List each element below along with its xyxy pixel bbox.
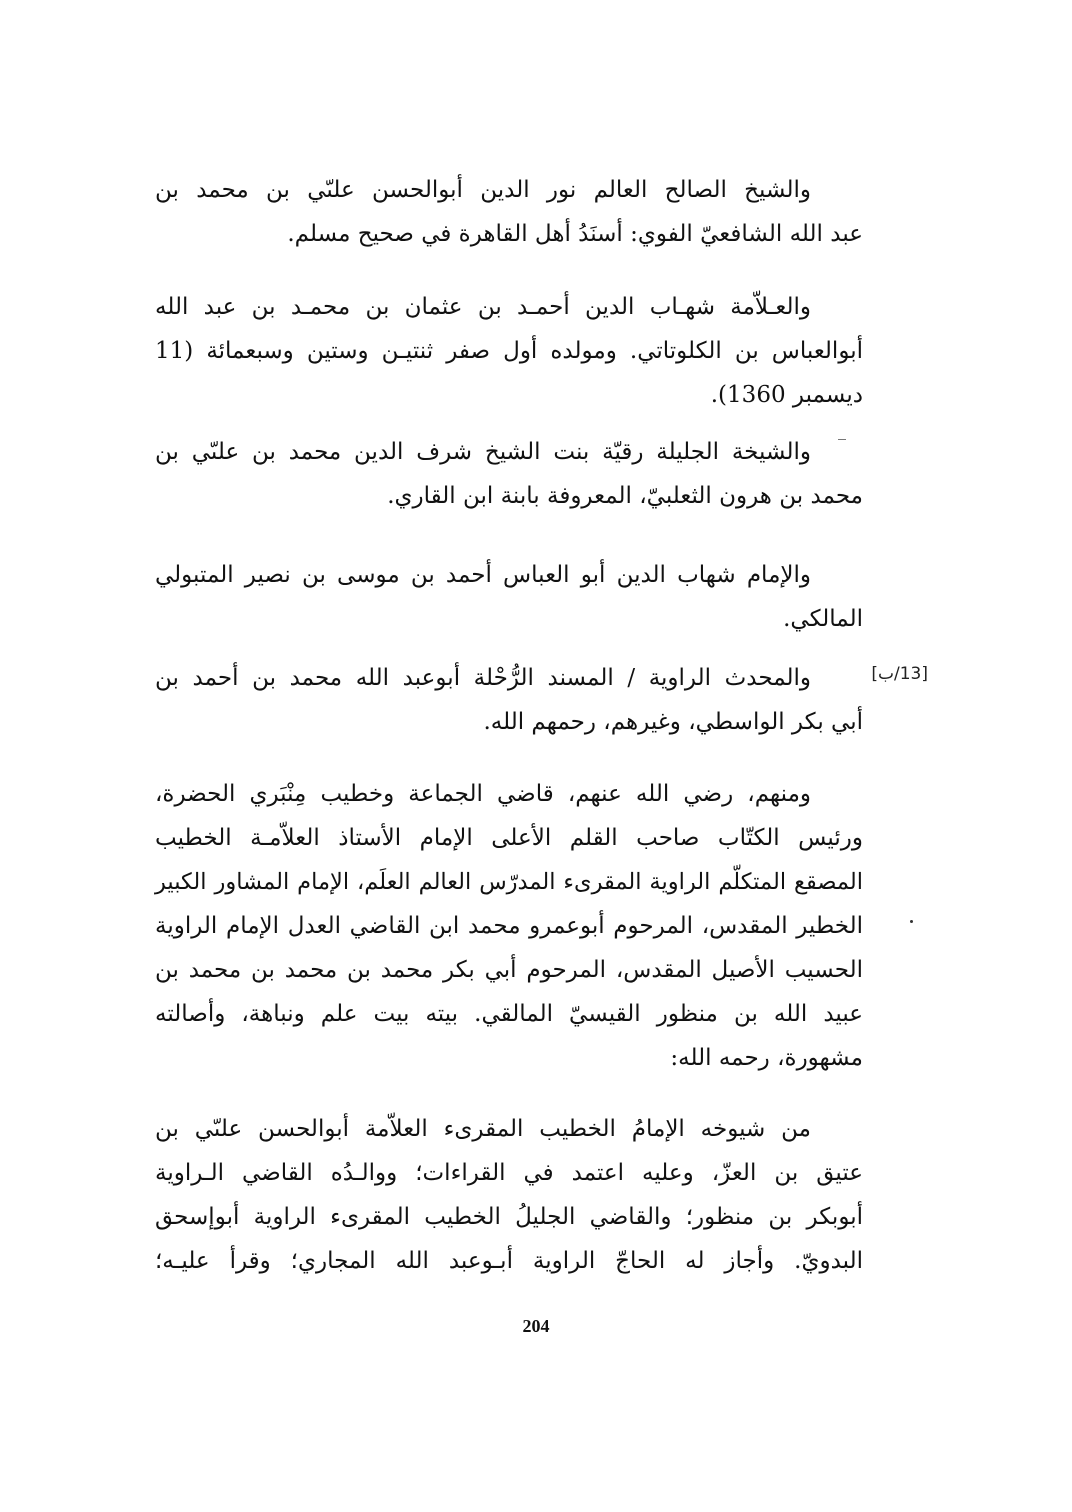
line-text: الخطير المقدس، المرحوم أبوعمرو محمد ابن القاضي العدل الإمام الراوية <box>155 913 863 939</box>
line-text: البدويّ. وأجاز له الحاجّ الراوية أبـوعبد الله المجاري؛ وقرأ عليـه؛ <box>155 1248 863 1274</box>
text-line <box>155 1036 863 1080</box>
text-line <box>155 597 863 641</box>
paragraph-3 <box>155 430 863 518</box>
text-line <box>155 285 863 329</box>
text-line <box>155 553 863 597</box>
line-text: والشيخ الصالح العالم نور الدين أبوالحسن علىّي بن محمد بن <box>155 177 811 203</box>
text-line <box>155 168 863 212</box>
line-text: ورئيس الكتّاب صاحب القلم الأعلى الإمام الأستاذ العلاّمـة الخطيب <box>155 825 863 851</box>
line-text: ومنهم، رضي الله عنهم، قاضي الجماعة وخطيب مِنْبَري الحضرة، <box>155 781 811 807</box>
line-text: والمحدث الراوية / المسند الرُّحْلة أبوعبد الله محمد بن أحمد بن <box>155 665 811 691</box>
text-line <box>155 700 863 744</box>
text-line <box>155 1195 863 1239</box>
line-text: أبوالعباس بن الكلوتاتي. ومولده أول صفر ثنتيـن وستين وسبعمائة (11 <box>155 338 863 364</box>
text-line <box>155 992 863 1036</box>
paragraph-4 <box>155 553 863 641</box>
line-text: عبد الله الشافعيّ الفوي: أسنَدُ أهل القاهرة في صحيح مسلم. <box>287 221 863 247</box>
text-line <box>155 329 863 373</box>
line-text: والإمام شهاب الدين أبو العباس أحمد بن موسى بن نصير المتبولي <box>155 562 811 588</box>
line-text: أبوبكر بن منظور؛ والقاضي الجليلُ الخطيب المقرىء الراوية أبوإسحق <box>155 1204 863 1230</box>
line-text: ديسمبر 1360). <box>710 382 863 408</box>
page-number: 204 <box>522 1316 550 1336</box>
paragraph-2 <box>155 285 863 417</box>
text-line <box>155 904 863 948</box>
scan-speck <box>910 920 913 923</box>
line-text: أبي بكر الواسطي، وغيرهم، رحمهم الله. <box>483 709 863 735</box>
text-line <box>155 1239 863 1283</box>
text-line <box>155 212 863 256</box>
text-line <box>155 772 863 816</box>
text-line <box>155 1107 863 1151</box>
line-text: محمد بن هرون الثعلبيّ، المعروفة بابنة ابن القاري. <box>387 483 863 509</box>
paragraph-5 <box>155 656 863 744</box>
line-text: والشيخة الجليلة رقيّة بنت الشيخ شرف الدين محمد بن علىّي بن <box>155 439 811 465</box>
line-text: مشهورة، رحمه الله: <box>670 1045 863 1071</box>
text-line <box>155 430 863 474</box>
line-text: الحسيب الأصيل المقدس، المرحوم أبي بكر محمد بن محمد بن محمد بن <box>155 957 863 983</box>
folio-margin-note: [13/ب] <box>871 664 928 684</box>
paragraph-7 <box>155 1107 863 1283</box>
scan-mark <box>838 439 846 440</box>
line-text: من شيوخه الإمامُ الخطيب المقرىء العلاّمة أبوالحسن علىّي بن <box>155 1116 811 1142</box>
text-line <box>155 816 863 860</box>
text-line <box>155 373 863 417</box>
text-line <box>155 474 863 518</box>
line-text: عتيق بن العزّ، وعليه اعتمد في القراءات؛ ووالـدُه القاضي الـراوية <box>155 1160 863 1186</box>
paragraph-1 <box>155 168 863 256</box>
line-text: المالكي. <box>783 606 863 632</box>
line-text: والعـلاّمة شهـاب الدين أحمـد بن عثمان بن محمـد بن عبد الله <box>155 294 811 320</box>
text-line <box>155 948 863 992</box>
line-text: المصقع المتكلّم الراوية المقرىء المدرّس العالم العلَم، الإمام المشاور الكبير <box>155 869 863 895</box>
text-line <box>155 1151 863 1195</box>
text-line <box>155 656 863 700</box>
paragraph-6 <box>155 772 863 1080</box>
text-line <box>155 860 863 904</box>
line-text: عبيد الله بن منظور القيسيّ المالقي. بيته بيت علم ونباهة، وأصالته <box>155 1001 863 1027</box>
